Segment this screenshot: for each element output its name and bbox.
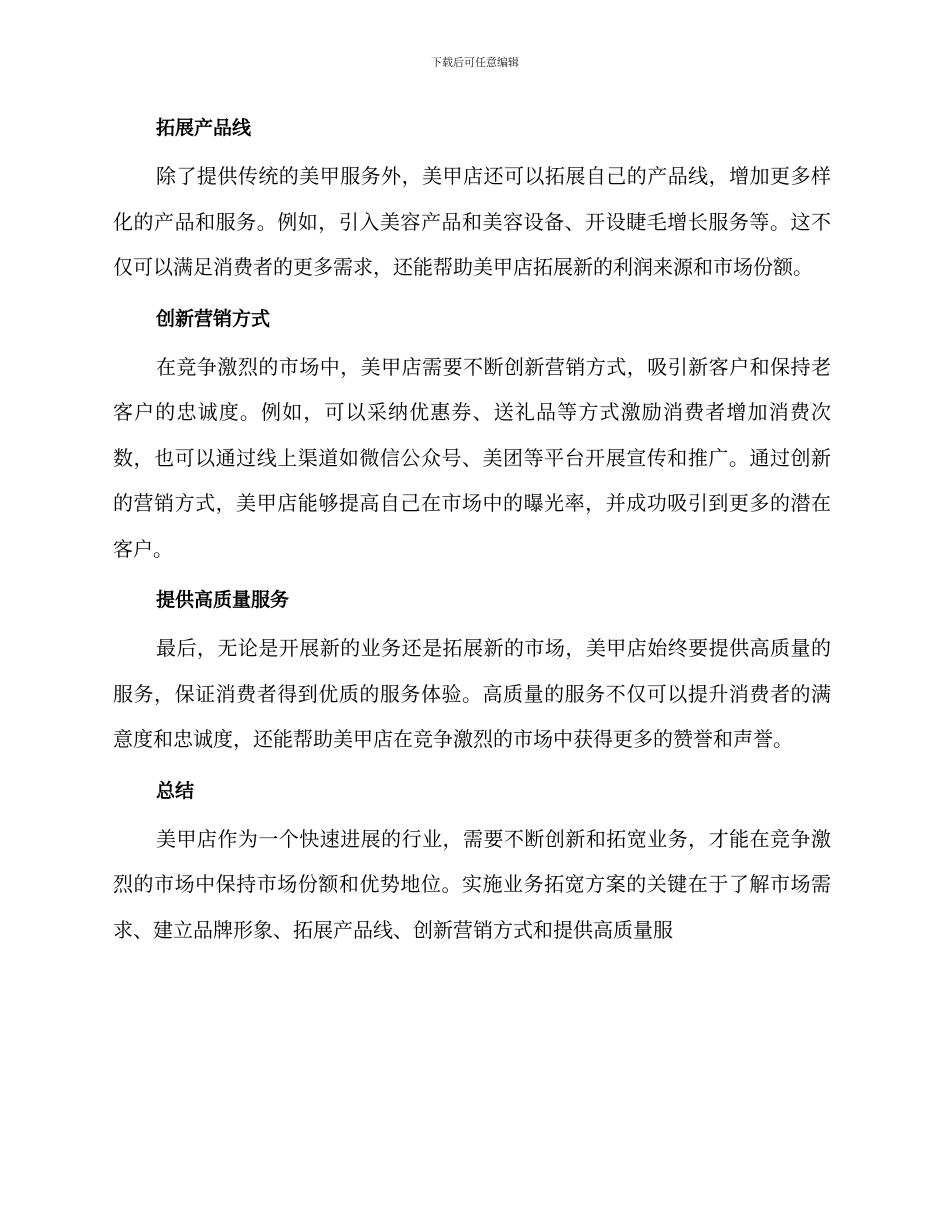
section-title-product-line: 拓展产品线 [156, 117, 252, 139]
section-title-marketing: 创新营销方式 [156, 307, 271, 330]
section-title-quality-service: 提供高质量服务 [156, 589, 290, 611]
section-paragraph-quality-service: 最后，无论是开展新的业务还是拓展新的市场，美甲店始终要提供高质量的服务，保证消费者得到优质的服务体验。高质量的服务不仅可以提升消费者的满意度和忠诚度，还能帮助美甲店在竞争激烈的市场中获得更多的赞誉和声誉。 [113, 636, 831, 751]
document-body [113, 112, 831, 953]
section-paragraph-summary: 美甲店作为一个快速进展的行业，需要不断创新和拓宽业务，才能在竞争激烈的市场中保持市场份额和优势地位。实施业务拓宽方案的关键在于了解市场需求、建立品牌形象、拓展产品线、创新营销方式和提供高质量服 [113, 826, 831, 942]
section-title-summary: 总结 [156, 779, 195, 802]
section-paragraph-product-line: 除了提供传统的美甲服务外，美甲店还可以拓展自己的产品线，增加更多样化的产品和服务。例如，引入美容产品和美容设备、开设睫毛增长服务等。这不仅可以满足消费者的更多需求，还能帮助美甲店拓展新的利润来源和市场份额。 [113, 164, 831, 279]
section-paragraph-marketing: 在竞争激烈的市场中，美甲店需要不断创新营销方式，吸引新客户和保持老客户的忠诚度。例如，可以采纳优惠券、送礼品等方式激励消费者增加消费次数，也可以通过线上渠道如微信公众号、美团等平台开展宣传和推广。通过创新的营销方式，美甲店能够提高自己在市场中的曝光率，并成功吸引到更多的潜在客户。 [113, 354, 831, 561]
page-header: 下载后可任意编辑 [431, 56, 519, 69]
